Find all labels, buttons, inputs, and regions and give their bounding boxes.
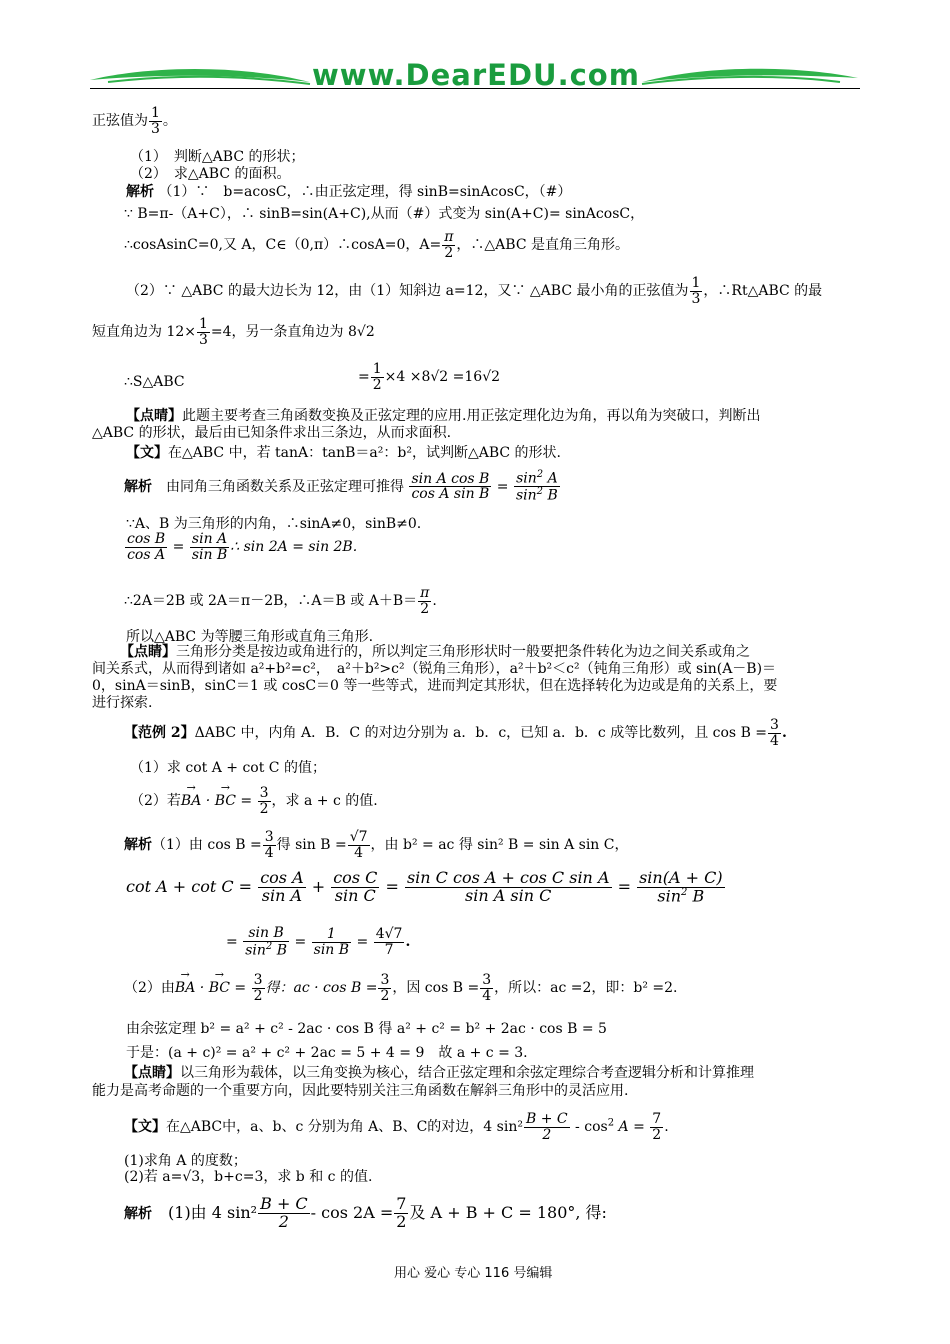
solution-line: $\frac{\text{cos B}}{\text{cos A}}$ = $\frac{\text{sin A}}{\text{sin B}}$ ∴ sin 2A = sin 2B. — [127, 531, 358, 563]
question-2: （2） 求△ABC 的面积。 — [130, 166, 291, 182]
page-footer: 用心 爱心 专心 116 号编辑 — [394, 1266, 553, 1281]
comment-line: 间关系式，从而得到诸如 a²+b²=c²， a²＋b²>c²（锐角三角形），a²＋b²＜c²（钝角三角形）或 sin(A－B)＝ — [92, 661, 777, 677]
comment-line: 能力是高考命题的一个重要方向，因此要特别关注三角函数在解斜三角形中的灵活应用. — [92, 1083, 629, 1099]
site-logo: www.DearEDU.com — [312, 58, 640, 92]
solution-line: 解析 (1)由 4 sin² $\frac{B + C}{2}$ - cos 2A = $\frac{7}{2}$ 及 A + B + C = 180°, 得: — [124, 1194, 607, 1231]
solution-line: 解析 由同角三角函数关系及正弦定理可推得 $\frac{\text{sin A cos B}}{\text{cos A sin B}}$ = $\frac{\sin^2 A}{\sin^2 B}$ — [124, 469, 558, 504]
solution-line: ∵A、B 为三角形的内角，∴sinA≠0，sinB≠0. — [126, 516, 422, 532]
problem-question: (1)求角 A 的度数； — [124, 1153, 247, 1169]
comment-line: 【点睛】三角形分类是按边或角进行的，所以判定三角形形状时一般要把条件转化为边之间关系或角之 — [120, 644, 750, 660]
comment-line: △ABC 的形状，最后由已知条件求出三条边，从而求面积. — [92, 425, 452, 441]
comment-line: 0，sinA＝sinB，sinC＝1 或 cosC＝0 等一些等式，进而判定其形状，但在选择转化为边或是角的关系上，要 — [92, 678, 778, 694]
solution-line: 解析 （1）∵ b=acosC，∴由正弦定理，得 sinB=sinAcosC，（#） — [126, 184, 572, 200]
area-formula: = $\frac{1}{2}$ ×4 ×8√2 =16√2 — [358, 361, 501, 393]
solution-line: 由余弦定理 b² = a² + c² - 2ac · cos B 得 a² + c² = b² + 2ac · cos B = 5 — [126, 1021, 607, 1037]
formula-line: cot A + cot C = $\frac{\text{cos A}}{\text{sin A}}$ + $\frac{\text{cos C}}{\text{sin C}}$ = $\frac{\text{sin C cos A + cos C sin A}}{\text{sin A sin C}}$ = $\frac{\sin(A + C)}{\sin^2 B}$ — [126, 868, 723, 906]
comment-line: 进行探索. — [92, 695, 153, 711]
solution-line: 解析（1）由 cos B = $\frac{3}{4}$ 得 sin B = $\frac{√7}{4}$ ，由 b² = ac 得 sin² B = sin A sin C， — [124, 829, 629, 861]
formula-line: = $\frac{\text{sin B}}{\sin^2 B}$ = $\frac{1}{\text{sin B}}$ = $\frac{4√7}{7}$ . — [226, 925, 411, 959]
problem-line: 【文】在△ABC中，a、b、c 分别为角 A、B、C的对边，4 sin² $\frac{B + C}{2}$ - $\cos^2 A$ = $\frac{7}{2}$ . — [124, 1111, 669, 1143]
example-question: （2）若→ BA · → BC = $\frac{3}{2}$ ，求 a + c 的值. — [130, 786, 378, 816]
text-line: 正弦值为 $\frac{1}{3}$ 。 — [92, 105, 177, 137]
question-1: （1） 判断△ABC 的形状； — [130, 149, 305, 165]
solution-line: （2）由→ BA · → BC = $\frac{3}{2}$ 得：ac · cos B = $\frac{3}{2}$ ，因 cos B = $\frac{3}{4}$ ，所以：ac =2，即：b² =2. — [124, 973, 678, 1003]
example-question: （1）求 cot A + cot C 的值； — [130, 760, 326, 776]
comment-line: 【点睛】以三角形为载体，以三角变换为核心，结合正弦定理和余弦定理综合考查逻辑分析和计算推理 — [124, 1065, 754, 1081]
right-swoosh-graphic — [640, 64, 860, 90]
solution-line: ∴2A＝2B 或 2A＝π－2B，∴A＝B 或 A＋B＝ $\frac{\pi}{2}$ . — [124, 585, 437, 617]
solution-line: ∴cosAsinC=0,又 A，C∈（0,π）∴cosA=0，A= $\frac{\pi}{2}$ ，∴△ABC 是直角三角形。 — [124, 229, 629, 261]
example-heading: 【范例 2】ΔABC 中，内角 A．B．C 的对边分别为 a．b．c，已知 a．b．c 成等比数列，且 cos B = $\frac{3}{4}$ . — [124, 717, 787, 749]
solution-line: ∵ B=π-（A+C），∴ sinB=sin(A+C),从而（#）式变为 sin(A+C)= sinAcosC， — [124, 206, 645, 222]
left-swoosh-graphic — [88, 64, 313, 90]
problem-line: 【文】在△ABC 中，若 tanA：tanB＝a²：b²，试判断△ABC 的形状. — [126, 445, 561, 461]
solution-line: 短直角边为 12× $\frac{1}{3}$ =4，另一条直角边为 8√2 — [92, 316, 375, 348]
header-rule — [90, 88, 860, 89]
solution-line: 于是：(a + c)² = a² + c² + 2ac = 5 + 4 = 9 故 a + c = 3. — [126, 1045, 528, 1061]
problem-question: (2)若 a=√3，b+c=3，求 b 和 c 的值. — [124, 1169, 373, 1185]
comment-line: 【点晴】此题主要考查三角函数变换及正弦定理的应用.用正弦定理化边为角，再以角为突破口，判断出 — [126, 408, 761, 424]
area-label: ∴S△ABC — [124, 374, 185, 390]
solution-line: （2）∵ △ABC 的最大边长为 12，由（1）知斜边 a=12，又∵ △ABC 最小角的正弦值为 $\frac{1}{3}$ ，∴Rt△ABC 的最 — [126, 275, 823, 307]
solution-line: 所以△ABC 为等腰三角形或直角三角形. — [126, 629, 374, 645]
